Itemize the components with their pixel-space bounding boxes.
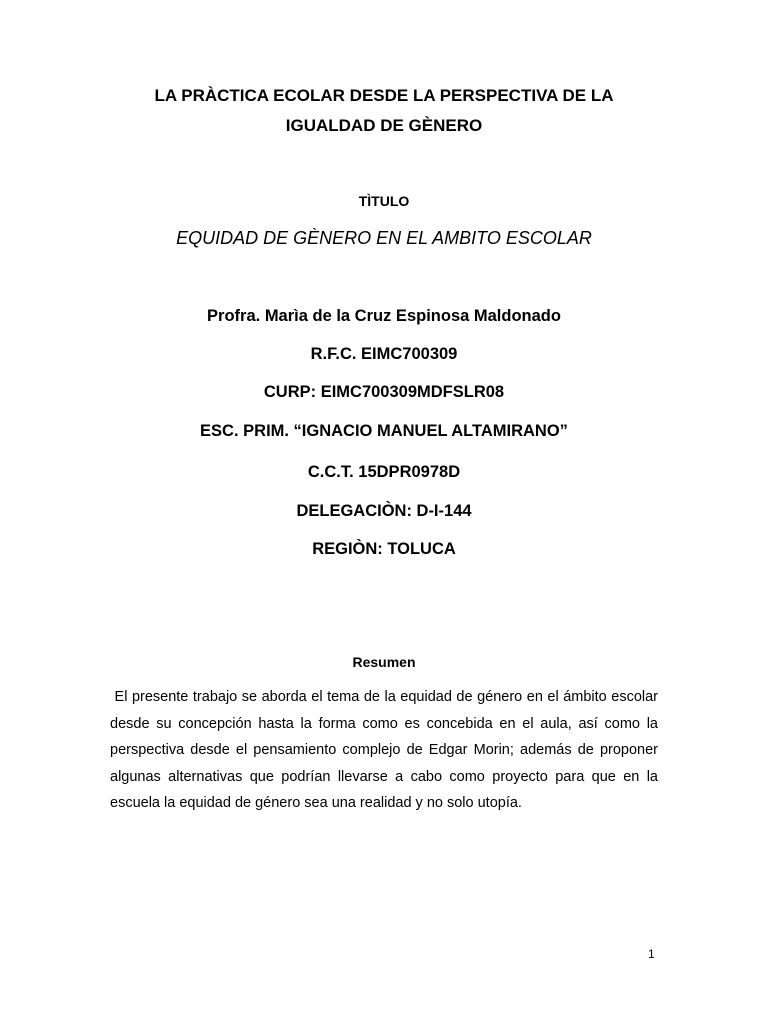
- document-title-line-1: LA PRÀCTICA ECOLAR DESDE LA PERSPECTIVA DE LA: [154, 86, 614, 105]
- curp-line: CURP: EIMC700309MDFSLR08: [263, 383, 505, 401]
- region-line: REGIÒN: TOLUCA: [312, 540, 456, 558]
- document-title-line-2: IGUALDAD DE GÈNERO: [285, 116, 483, 135]
- author-name: Profra. Marìa de la Cruz Espinosa Maldonado: [207, 307, 561, 325]
- resumen-heading: Resumen: [352, 654, 416, 670]
- titulo-label: TÌTULO: [358, 193, 410, 209]
- resumen-paragraph: El presente trabajo se aborda el tema de la equidad de género en el ámbito escolar desde su concepción hasta la forma como es concebida en el aula, así como la perspectiva desde el pensamiento complejo de Edgar Morin; además de proponer algunas alternativas que podrían llevarse a cabo como proyecto para que en la escuela la equidad de género sea una realidad y no solo utopía.: [110, 689, 663, 811]
- cct-line: C.C.T. 15DPR0978D: [307, 463, 461, 481]
- page-number: 1: [648, 947, 655, 961]
- rfc-line: R.F.C. EIMC700309: [310, 345, 458, 363]
- document-subtitle: EQUIDAD DE GÈNERO EN EL AMBITO ESCOLAR: [176, 228, 592, 248]
- school-line: ESC. PRIM. “IGNACIO MANUEL ALTAMIRANO”: [200, 422, 568, 440]
- delegacion-line: DELEGACIÒN: D-I-144: [296, 502, 472, 520]
